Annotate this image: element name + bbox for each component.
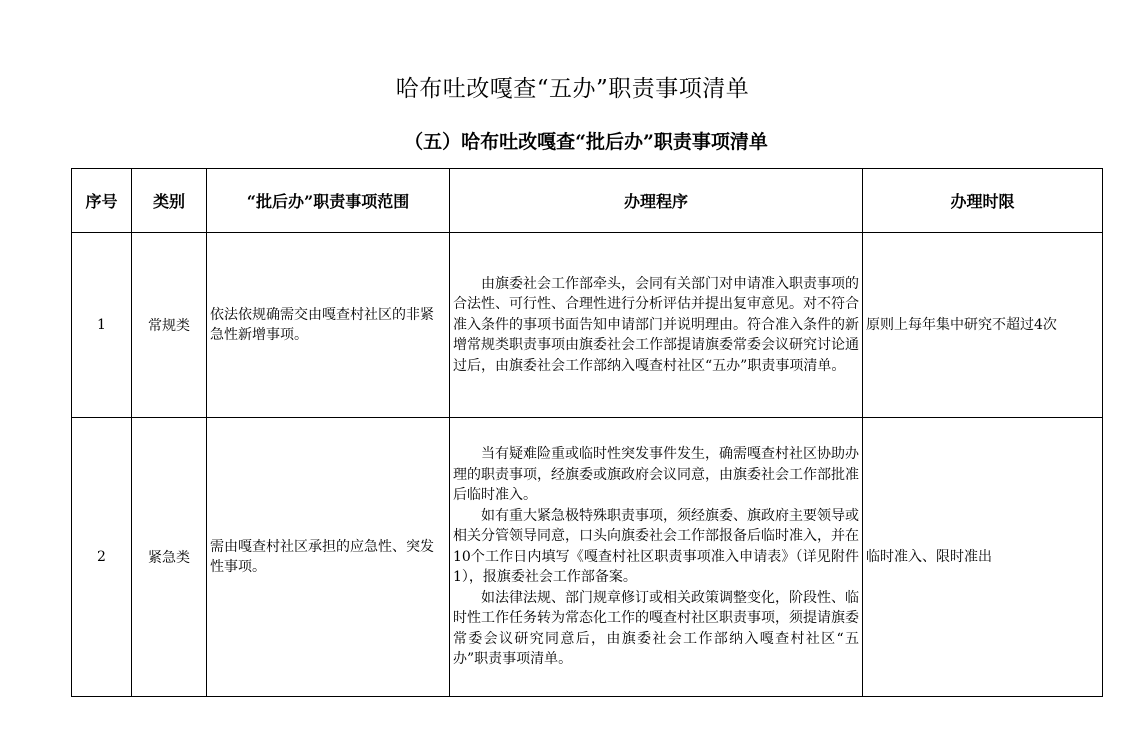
procedure-paragraph: 当有疑难险重或临时性突发事件发生，确需嘎查村社区协助办理的职责事项，经旗委或旗政府会议同意，由旗委社会工作部批准后临时准入。 bbox=[453, 446, 859, 504]
header-seq: 序号 bbox=[72, 169, 132, 233]
procedure-paragraph: 由旗委社会工作部牵头，会同有关部门对申请准入职责事项的合法性、可行性、合理性进行分析评估并提出复审意见。对不符合准入条件的事项书面告知申请部门并说明理由。符合准入条件的新增常规类职责事项由旗委社会工作部提请旗委常委会议研究讨论通过后，由旗委社会工作部纳入嘎查村社区“五办”职责事项清单。 bbox=[453, 275, 859, 374]
row-category: 常规类 bbox=[132, 233, 207, 418]
document-subtitle: （五）哈布吐改嘎查“批后办”职责事项清单 bbox=[404, 131, 768, 153]
row-seq: 2 bbox=[72, 418, 132, 697]
table-row bbox=[72, 233, 1103, 418]
row-category: 紧急类 bbox=[132, 418, 207, 697]
header-time-limit: 办理时限 bbox=[863, 169, 1103, 233]
header-category: 类别 bbox=[132, 169, 207, 233]
table-row bbox=[72, 418, 1103, 697]
row-procedure bbox=[450, 233, 863, 418]
row-scope: 依法依规确需交由嘎查村社区的非紧急性新增事项。 bbox=[207, 233, 450, 418]
duty-table bbox=[71, 168, 1103, 697]
row-time-limit: 临时准入、限时准出 bbox=[863, 418, 1103, 697]
header-scope: “批后办”职责事项范围 bbox=[207, 169, 450, 233]
row-scope: 需由嘎查村社区承担的应急性、突发性事项。 bbox=[207, 418, 450, 697]
procedure-paragraph: 如有重大紧急极特殊职责事项，须经旗委、旗政府主要领导或相关分管领导同意，口头向旗委社会工作部报备后临时准入，并在10个工作日内填写《嘎查村社区职责事项准入申请表》（详见附件1），报旗委社会工作部备案。 bbox=[453, 507, 859, 586]
header-procedure: 办理程序 bbox=[450, 169, 863, 233]
procedure-paragraph: 如法律法规、部门规章修订或相关政策调整变化，阶段性、临时性工作任务转为常态化工作的嘎查村社区职责事项，须提请旗委常委会议研究同意后，由旗委社会工作部纳入嘎查村社区“五办”职责事项清单。 bbox=[453, 589, 859, 668]
row-procedure bbox=[450, 418, 863, 697]
table-header-row bbox=[72, 169, 1103, 233]
document-title: 哈布吐改嘎查“五办”职责事项清单 bbox=[395, 76, 750, 102]
row-seq: 1 bbox=[72, 233, 132, 418]
row-time-limit: 原则上每年集中研究不超过4次 bbox=[863, 233, 1103, 418]
